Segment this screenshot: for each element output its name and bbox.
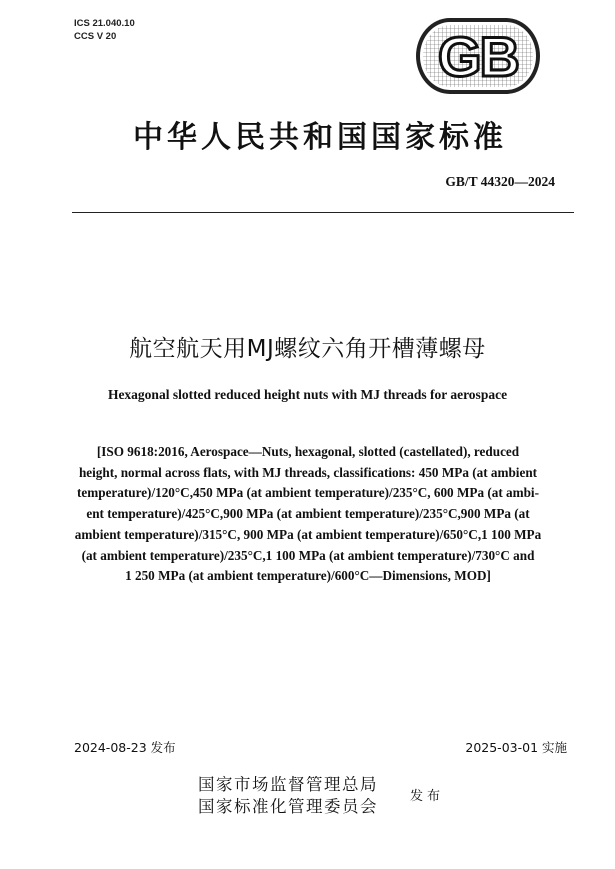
- issuing-authorities: [198, 774, 378, 818]
- iso-reference-line: height, normal across flats, with MJ threads, classifications: 450 MPa (at ambient: [78, 464, 538, 480]
- issue-date: 2024-08-23 发布: [74, 740, 176, 755]
- issuer-sac: 国家标准化管理委员会: [198, 797, 378, 816]
- iso-reference-block: [68, 442, 548, 587]
- iso-reference-line: [ISO 9618:2016, Aerospace—Nuts, hexagonal, slotted (castellated), reduced: [96, 444, 520, 459]
- classification-codes: [74, 17, 135, 43]
- issuer-samr: 国家市场监督管理总局: [198, 775, 378, 794]
- gb-logo-text: GB: [438, 25, 518, 88]
- header-divider: [72, 212, 574, 213]
- iso-reference-line: 1 250 MPa (at ambient temperature)/600°C—Dimensions, MOD]: [125, 568, 491, 584]
- iso-reference-line: ambient temperature)/315°C, 900 MPa (at ambient temperature)/650°C,1 100 MPa: [74, 526, 542, 542]
- document-title-en: Hexagonal slotted reduced height nuts with MJ threads for aerospace: [107, 387, 508, 402]
- iso-reference-line: ent temperature)/425°C,900 MPa (at ambient temperature)/235°C,900 MPa (at: [86, 506, 530, 522]
- implementation-date: 2025-03-01 实施: [465, 740, 567, 755]
- gb-logo: [414, 16, 542, 96]
- standard-number: GB/T 44320—2024: [445, 174, 555, 189]
- issue-label: 发布: [410, 789, 445, 804]
- iso-reference-line: (at ambient temperature)/235°C,1 100 MPa (at ambient temperature)/730°C and: [81, 547, 535, 563]
- standard-category-title: 中华人民共和国国家标准: [133, 120, 507, 155]
- ccs-code: CCS V 20: [74, 31, 117, 42]
- document-title-cn: 航空航天用MJ螺纹六角开槽薄螺母: [129, 336, 486, 362]
- ics-code: ICS 21.040.10: [74, 18, 135, 29]
- iso-reference-line: temperature)/120°C,450 MPa (at ambient temperature)/235°C, 600 MPa (at ambi-: [77, 485, 539, 501]
